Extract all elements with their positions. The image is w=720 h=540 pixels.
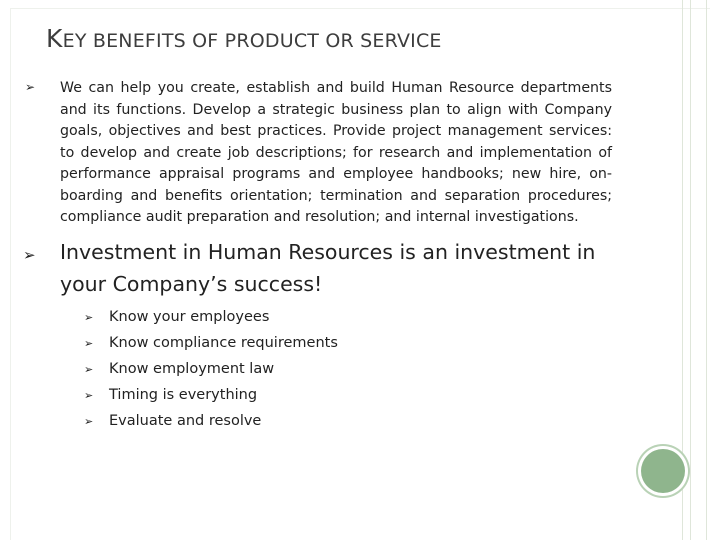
sub-bullet-label: Know compliance requirements <box>109 335 338 351</box>
sub-bullet-arrow-icon: ➢ <box>84 362 94 376</box>
bullet-arrow-icon: ➢ <box>23 246 36 264</box>
title-rest: EY BENEFITS OF PRODUCT OR SERVICE <box>62 30 442 52</box>
bullet-investment-text: Investment in Human Resources is an investment in your Company’s success! <box>60 240 596 296</box>
frame-top-line <box>10 8 710 9</box>
sub-bullet-arrow-icon: ➢ <box>84 414 94 428</box>
sub-bullet-list <box>84 304 338 434</box>
frame-left-line <box>10 8 11 540</box>
bullet-arrow-icon: ➢ <box>25 80 36 94</box>
slide-title <box>46 24 442 53</box>
decorative-circle <box>641 449 685 493</box>
sub-bullet-label: Evaluate and resolve <box>109 413 262 429</box>
bullet-services-text: We can help you create, establish and build Human Resource departments and its functions. Develop a strategic business plan to align with Company goals, objectives and best practices. Provide project management services: to develop and create job descriptions; for research and implementation of performance appraisal programs and employee handbooks; new hire, on-boarding and benefits orientation; termination and separation procedures; compliance audit preparation and resolution; and internal investigations. <box>60 80 612 225</box>
sub-bullet-item <box>84 382 338 408</box>
sub-bullet-label: Know your employees <box>109 309 270 325</box>
title-initial: K <box>46 24 63 53</box>
sub-bullet-label: Timing is everything <box>109 387 258 403</box>
frame-right-line-1 <box>682 0 683 540</box>
sub-bullet-arrow-icon: ➢ <box>84 388 94 402</box>
sub-bullet-label: Know employment law <box>109 361 275 377</box>
frame-right-line-2 <box>690 0 691 540</box>
sub-bullet-item <box>84 356 338 382</box>
sub-bullet-arrow-icon: ➢ <box>84 336 94 350</box>
sub-bullet-arrow-icon: ➢ <box>84 310 94 324</box>
sub-bullet-item <box>84 330 338 356</box>
sub-bullet-item <box>84 304 338 330</box>
sub-bullet-item <box>84 408 338 434</box>
frame-right-line-3 <box>706 0 707 540</box>
